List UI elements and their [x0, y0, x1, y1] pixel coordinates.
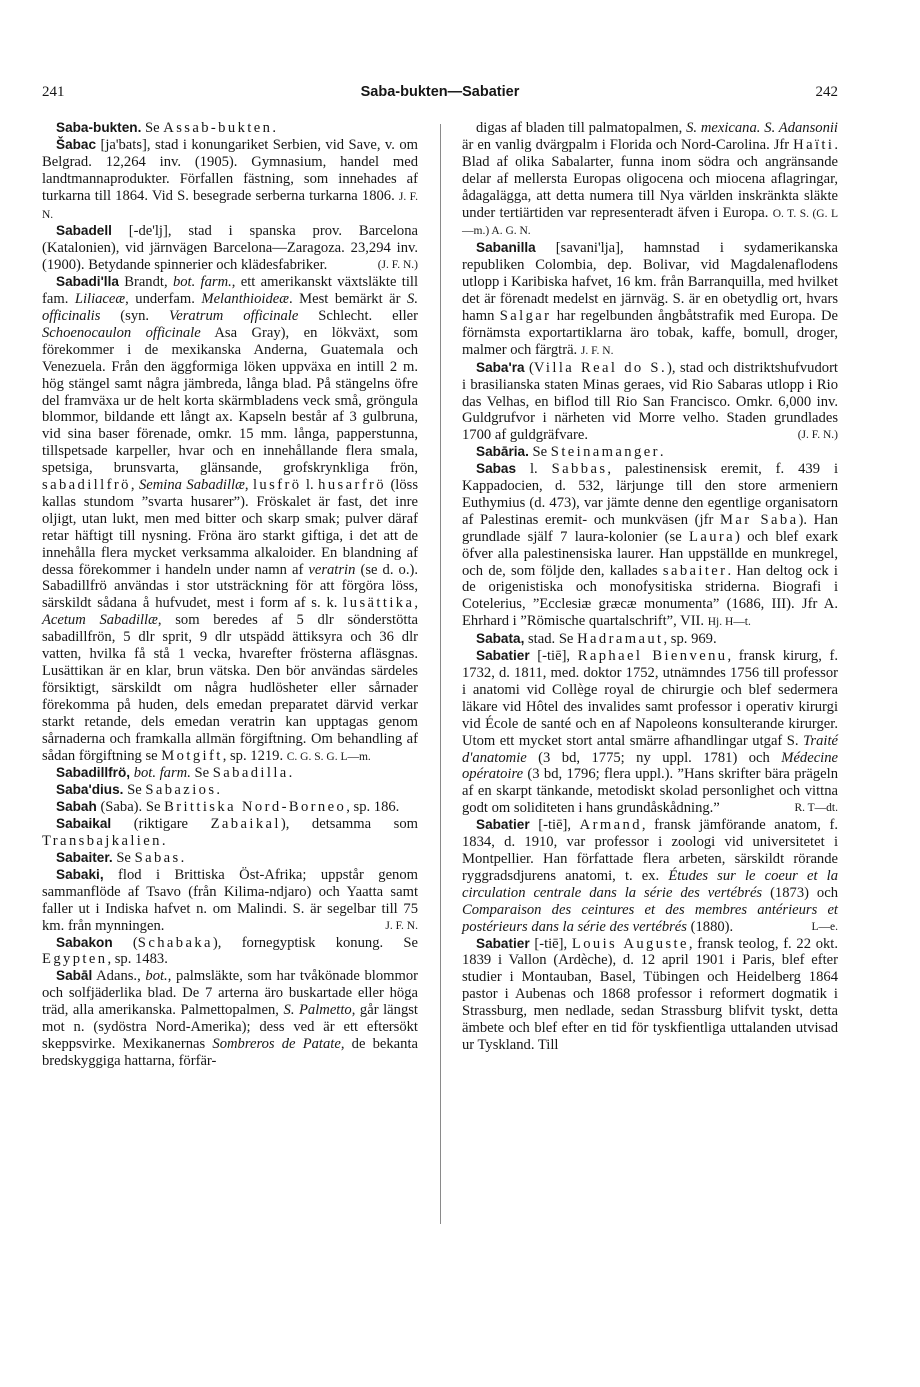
- dictionary-entry: [42, 867, 418, 935]
- dictionary-entry: [42, 799, 418, 816]
- entry-text: .: [288, 765, 293, 782]
- entry-text: S. mexicana.: [686, 120, 761, 136]
- entry-text: , som beredes af 5 dlr sönderstötta sabadillfrön, 5 dlr sprit, 9 dlr utspädd ättiksyra och 36 dlr vatten, hvilka få stå 1 vecka, hvarefter frösterna afläsgnas. Lusättikan är en klar, brun vätska. Den bör användas särdeles försiktigt, särskildt om några hudlösheter eller sårnader förekomma på huden, dels emedan preparatet därvid verkar starkt retande, dels emedan veratrin kan upptagas genom sårnaderna och framkalla allmän förgiftning. Om behandling af sådan förgiftning se: [42, 612, 418, 764]
- running-head: Saba-bukten—Sabatier: [360, 84, 520, 100]
- entry-text: sabaiter: [662, 562, 728, 579]
- entry-text: Melanthioideæ: [201, 291, 289, 308]
- entry-text: Laura: [689, 528, 736, 545]
- entry-text: , fransk jämförande anatom, f. 1834, d. 1910, var professor i zoologi vid universitetet i Montpellier. Han författade flera arbeten, särskildt rörande ryggradsdjurens anatomi, t. ex.: [462, 817, 838, 884]
- entry-text: Veratrum officinale: [168, 307, 299, 324]
- entry-signature: J. F. N.: [42, 190, 418, 221]
- entry-text: Semina Sabadillæ: [138, 477, 245, 494]
- entry-text: Brittiska Nord-Borneo: [164, 799, 347, 816]
- dictionary-entry: [42, 765, 418, 782]
- entry-headword: Sabaikal: [56, 816, 112, 832]
- entry-text: Se: [528, 444, 551, 461]
- entry-text: , går längst mot n. (sydöstra Nord-Amerika); dess ved är ett eftersökt skeppsvirke. Mexikanernas: [42, 1002, 418, 1052]
- entry-text: . Han deltog ock i de origenistiska och monofysitiska striderna. Biografi i Cotelerius, ”Ecclesiæ græcæ monumenta” (1686, III). Jfr A. Ehrhard i ”Römische quartalschrift”, VII.: [462, 562, 838, 630]
- entry-text: (1880).: [686, 918, 734, 935]
- entry-headword: Sabanilla: [476, 240, 536, 256]
- entry-text: , sp. 1219.: [222, 747, 287, 764]
- entry-text: Haïti: [793, 136, 835, 153]
- column-divider: [440, 124, 441, 1224]
- entry-signature: (J. F. N.): [797, 429, 838, 442]
- entry-text: Zabaikal: [210, 816, 281, 833]
- dictionary-entry: [42, 137, 418, 224]
- entry-signature: (J. F. N.): [377, 259, 418, 272]
- entry-text: , ett amerikanskt växtsläkte till fam.: [42, 274, 418, 308]
- dictionary-entry: [462, 120, 838, 240]
- dictionary-entry: [42, 935, 418, 969]
- entry-text: Schoenocaulon officinale: [42, 324, 201, 341]
- dictionary-entry: [462, 648, 838, 817]
- entry-text: (3 bd, 1775; ny uppl. 1781) och: [526, 749, 782, 766]
- entry-text: .: [216, 782, 221, 799]
- dictionary-entry: [462, 461, 838, 631]
- entry-text: .: [659, 444, 664, 461]
- entry-text: (syn.: [100, 307, 169, 324]
- entry-headword: Sabadi'lla: [56, 274, 119, 290]
- left-page-number: 241: [42, 84, 65, 100]
- entry-text: [ja'bats], stad i konungariket Serbien, vid Save, v. om Belgrad. 12,264 inv. (1905). Gymnasium, handel med landtmannaprodukter. Förfallen fästning, som innehades af turkarna till 1864. Vid S. besegrade serberna turkarna 1806.: [42, 136, 418, 204]
- entry-text: Traité d'anatomie: [462, 732, 838, 766]
- page-header: [42, 84, 838, 106]
- entry-text: Acetum Sabadillæ: [42, 612, 158, 629]
- entry-text: flod i Brittiska Öst-Afrika; uppstår genom sammanflöde af Tsavo (från Kilima-ndjaro) och Yaatta samt faller ut i Indiska hafvet n. om Malindi. S. är segelbar till 75 km. från mynningen.: [42, 866, 418, 934]
- dictionary-entry: [42, 782, 418, 799]
- entry-text: Schlecht. eller: [298, 307, 418, 324]
- entry-text: , sp. 186.: [346, 799, 400, 816]
- entry-headword: Sabah: [56, 799, 97, 815]
- entry-text: veratrin: [308, 561, 356, 578]
- entry-text: ), detsamma som: [280, 816, 418, 833]
- entry-text: Hadramaut: [577, 631, 664, 648]
- entry-text: , palestinensisk eremit, f. 439 i Kappadocien, d. 532, lärjunge till den store armeniern Euthymius (d. 473), var jämte denne den egentlige organisatorn af Palestinas eremit- och munkväsen (jfr: [462, 461, 839, 528]
- entry-text: (löss kallas stundom ”svarta husarer”). Fröskalet är fast, det inre oljigt, utan lukt, men med bitter och skarp smak; pulver däraf retar häftigt till nysning. Fröna äro starkt giftiga, i det att de innehålla flera mycket verksamma alkaloider. En blandning af dessa förekommer i handeln under namn af: [42, 477, 419, 578]
- entry-signature: O. T. S. (G. L—m.) A. G. N.: [462, 207, 838, 238]
- entry-text: . Mest bemärkt är: [288, 291, 408, 308]
- dictionary-entry: [42, 274, 418, 765]
- entry-text: [-tiē],: [529, 817, 580, 834]
- entry-text: är en vanlig dvärgpalm i Florida och Nord-Carolina. Jfr: [462, 136, 794, 153]
- entry-text: husarfrö: [318, 477, 386, 494]
- entry-text: Schabaka: [137, 934, 213, 951]
- entry-headword: Sabāria.: [476, 444, 529, 460]
- entry-text: Egypten: [42, 951, 108, 968]
- entry-text: , fransk teolog, f. 22 okt. 1839 i Vallon (Ardèche), d. 12 april 1901 i Paris, blef efter studier i Montauban, Basel, Tübingen och Heidelberg 1864 pastor i Aubenas och 1868 professor i reformert dogmatik i Strassburg, men nedlade, sedan Strassburg blifvit tyskt, detta ämbete och blef efter en tid för tyskfientliga uttalanden utvisad ur Tyskland. Till: [462, 935, 838, 1053]
- dictionary-entry: [462, 360, 838, 445]
- entry-text: [-de'lj], stad i spanska prov. Barcelona (Katalonien), vid järnvägen Barcelona—Zaragoza. 23,294 inv. (1900). Betydande spinnerier och klädesfabriker.: [42, 223, 418, 274]
- right-column: [462, 120, 838, 1070]
- entry-headword: Saba-bukten.: [56, 120, 142, 135]
- entry-headword: Sabatier: [476, 935, 530, 951]
- entry-text: , palmsläkte, som har tvåkönade blommor och solfjäderlika blad. De 7 arterna äro buskartade eller höga träd, alla amerikanska. Palmettopalmen,: [42, 968, 419, 1019]
- entry-text: , underfam.: [125, 291, 202, 308]
- entry-text: , fransk kirurg, f. 1732, d. 1811, med. doktor 1752, utnämndes 1756 till professor i anatomi vid Collège royal de chirurgie och blef sedermera läkare vid Hôtel des invalides samt professor i operativ kirurgi vid École de santé och en af Napoleons konsulterande kirurger. Utom ett mycket stort antal smärre afhandlingar utgaf S.: [462, 648, 838, 749]
- entry-signature: L—e.: [811, 920, 838, 933]
- entry-text: ), fornegyptisk konung. Se: [212, 934, 418, 951]
- entry-text: lusättika: [343, 595, 415, 612]
- entry-headword: Sabata,: [476, 631, 525, 647]
- entry-text: stad. Se: [524, 631, 578, 648]
- entry-signature: Hj. H—t.: [707, 616, 751, 629]
- entry-text: Se: [112, 849, 135, 866]
- entry-text: Salgar: [499, 307, 552, 324]
- entry-text: . Blad af olika Sabalarter, funna inom södra och angränsande delar af mellersta Europas oligocena och miocena aflagringar, ådagalägga, att detta numera till Nya världen inskränkta släkte under tertiärtiden var representeradt äfven i Europa.: [462, 136, 838, 221]
- entry-text: S. officinalis: [42, 291, 418, 324]
- entry-text: (riktigare: [111, 816, 211, 833]
- entry-text: (se d. o.). Sabadillfrö användas i stor utsträckning för att förgöra löss, särskildt sådana å hufvudet, mest i form af s. k.: [42, 561, 418, 612]
- dictionary-entry: [462, 444, 838, 461]
- entry-signature: R. T—dt.: [794, 802, 838, 815]
- entry-text: Asa Gray), en lökväxt, som förekommer i de mexikanska Anderna, Guatemala och Venezuela. Från den äggformiga löken uppväxa en intill 2 m. hög stängel samt några jämbreda, långa blad. På stängelns öfre del framväxa ur de helt korta skärmbladens veck små, gröngula blommor, bildande ett långt ax. Kapseln består af 3 gulbruna, vid sina baser förenade, omkr. 15 mm. långa, papperstunna, tillspetsade karpeller, hvar och en innehållande flera smala, spetsiga, brunsvarta, glänsande, grofskrynkliga frön,: [42, 324, 418, 477]
- entry-text: .: [161, 833, 166, 850]
- dictionary-entry: [42, 968, 418, 1069]
- dictionary-entry: [42, 850, 418, 867]
- entry-text: (Saba). Se: [96, 799, 165, 816]
- entry-text: Sombreros de Patate: [212, 1035, 341, 1052]
- left-column: [42, 120, 418, 1070]
- entry-text: Motgift: [161, 747, 223, 764]
- entry-headword: Sabaiter.: [56, 849, 113, 865]
- entry-text: Se: [190, 765, 213, 782]
- entry-text: , sp. 969.: [663, 631, 717, 648]
- entry-text: ,: [244, 477, 253, 494]
- entry-text: , sp. 1483.: [107, 951, 168, 968]
- entry-text: bot.: [145, 968, 168, 985]
- entry-text: Se: [141, 120, 164, 136]
- entry-signature: C. G. S. G. L—m.: [286, 750, 371, 763]
- entry-text: Études sur le coeur et la circulation centrale dans la série des vertébrés: [462, 867, 838, 901]
- entry-text: S. Palmetto: [283, 1002, 352, 1019]
- dictionary-entry: [462, 631, 838, 648]
- entry-text: sabadillfrö: [42, 477, 131, 494]
- entry-text: [-tiē],: [529, 935, 572, 952]
- entry-text: (1873) och: [762, 884, 839, 901]
- entry-text: Villa Real do S.: [533, 359, 667, 376]
- entry-text: Transbajkalien: [42, 833, 162, 850]
- entry-text: Steinamanger: [550, 444, 660, 461]
- entry-text: Sabadilla: [212, 765, 289, 782]
- entry-text: Sabbas: [551, 461, 608, 478]
- entry-text: Sabas: [134, 849, 181, 866]
- right-page-number: 242: [815, 84, 838, 100]
- dictionary-entry: [42, 816, 418, 850]
- entry-signature: J. F. N.: [385, 919, 418, 932]
- entry-text: [-tiē],: [529, 648, 578, 665]
- dictionary-entry: [462, 817, 838, 935]
- entry-headword: Sabaki,: [56, 866, 104, 882]
- entry-text: bot. farm.: [133, 765, 191, 782]
- entry-headword: Saba'ra: [476, 359, 525, 375]
- entry-text: ,: [414, 595, 418, 612]
- entry-text: Armand: [579, 817, 642, 834]
- entry-text: .: [180, 849, 185, 866]
- entry-text: ,: [130, 477, 139, 494]
- entry-text: Sabazios: [145, 782, 217, 799]
- entry-text: bot. farm.: [172, 274, 232, 291]
- entry-headword: Šabac: [56, 136, 97, 152]
- entry-text: .: [272, 120, 276, 136]
- dictionary-entry: [462, 936, 838, 1054]
- entry-text: Médecine opératoire: [462, 749, 838, 783]
- entry-text: ). Han grundlade själf 7 laura-kolonier (se: [462, 511, 838, 545]
- entry-text: Se: [123, 782, 146, 799]
- entry-signature: J. F. N.: [580, 344, 614, 357]
- dictionary-entry: [42, 223, 418, 274]
- entry-text: lusfrö: [252, 477, 302, 494]
- entry-text: l.: [516, 461, 552, 478]
- entry-text: , de bekanta bredskyggiga hattarna, förfär-: [42, 1035, 418, 1069]
- entry-text: har regelbunden ångbåtstrafik med Europa. De förnämsta exportartiklarna äro tobak, kaffe, bomull, droger, malmer och färgträ.: [462, 307, 838, 358]
- entry-text: [savani'lja], hamnstad i sydamerikanska republiken Colombia, dep. Bolivar, vid Magdalenaflodens utlopp i Karibiska hafvet, 16 km. från Barranquilla, med hvilket det är förenadt medelst en järnväg. S. är en obetydlig ort, hvars hamn: [462, 240, 838, 324]
- entry-headword: Sabāl: [56, 968, 93, 984]
- entry-text: l.: [301, 477, 319, 494]
- entry-text: (3 bd, 1796; flera uppl.). ”Hans skrifter bära prägeln af en skarpt tänkande, metodiskt skolad personlighet och vittna godt om soliditeten i hans grundåskådning.”: [462, 766, 838, 817]
- entry-text: Adans.,: [92, 968, 146, 985]
- entry-text: Brandt,: [118, 274, 173, 291]
- entry-text: digas af bladen till palmatopalmen,: [476, 120, 687, 136]
- entry-text: Comparaison des ceintures et des membres antérieurs et postérieurs dans la série des vertébrés: [462, 901, 838, 935]
- entry-text: Louis Auguste: [571, 935, 689, 952]
- entry-headword: Sabas: [476, 461, 517, 477]
- entry-text: ), stad och distriktshufvudort i brasilianska staten Minas geraes, vid Rio Sabaras utlopp i Rio das Velhas, en biflod till Rio San Francisco. Omkr. 6,000 inv. Guldgrufvor i närheten vid Morre velho. Staden grundlades 1700 af guldgräfvare.: [462, 359, 838, 444]
- text-columns: [42, 120, 838, 1070]
- entry-text: Mar Saba: [719, 511, 799, 528]
- entry-text: Raphael Bienvenu: [577, 648, 728, 665]
- entry-headword: Sabadell: [56, 223, 112, 239]
- entry-text: (: [524, 359, 534, 376]
- entry-headword: Sabadillfrö,: [56, 765, 131, 781]
- entry-text: (: [112, 934, 138, 951]
- entry-headword: Saba'dius.: [56, 782, 124, 798]
- entry-headword: Sabatier: [476, 817, 530, 833]
- dictionary-entry: [42, 120, 418, 137]
- entry-text: Liliaceæ: [74, 291, 126, 308]
- dictionary-entry: [462, 240, 838, 359]
- entry-text: ) och blef exark öfver alla palestinensiska laurer. Han uppställde en munkregel, och de, som följde den, kallades: [462, 528, 838, 579]
- entry-text: Assab-bukten: [163, 120, 273, 136]
- entry-headword: Sabatier: [476, 648, 530, 664]
- entry-headword: Sabakon: [56, 934, 113, 950]
- entry-text: S. Adansonii: [764, 120, 838, 136]
